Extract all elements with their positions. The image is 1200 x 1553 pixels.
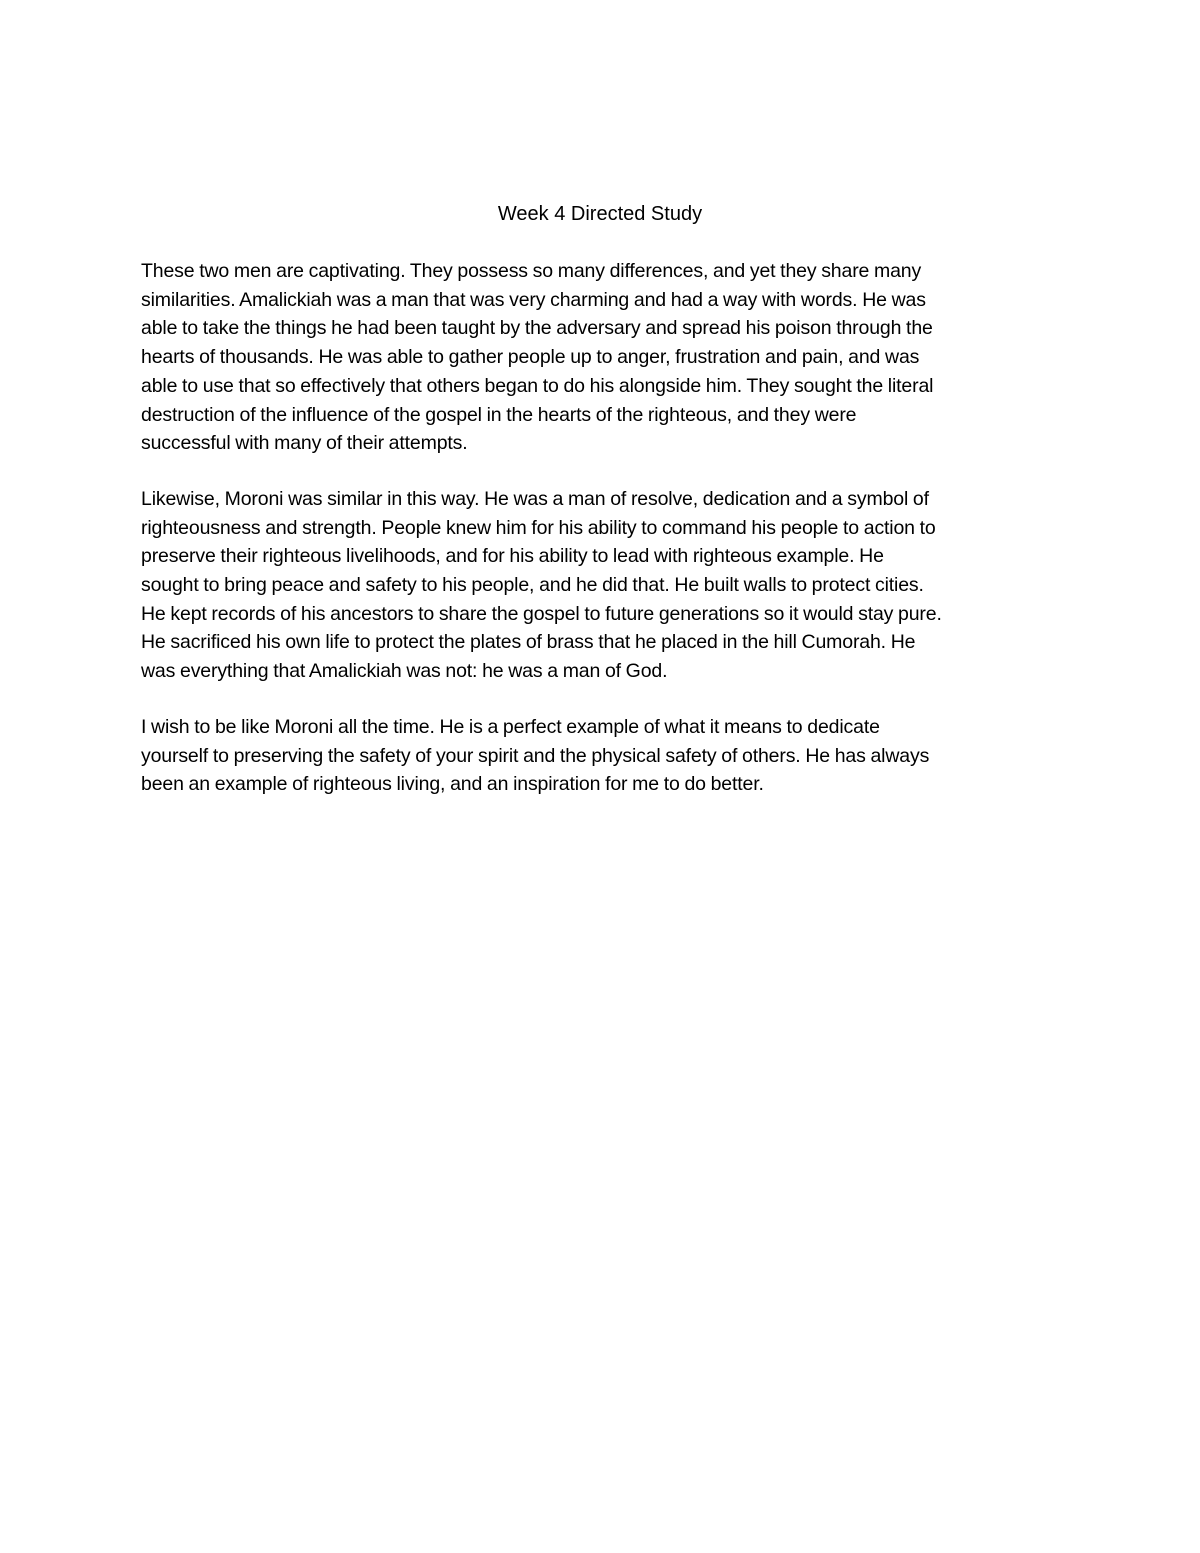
text-line: hearts of thousands. He was able to gather people up to anger, frustration and pain, and was — [141, 346, 920, 369]
text-line: He sacrificed his own life to protect the plates of brass that he placed in the hill Cumorah. He — [141, 631, 916, 654]
text-line: righteousness and strength. People knew him for his ability to command his people to action to — [141, 516, 936, 539]
text-line: successful with many of their attempts. — [141, 432, 468, 455]
text-line: Likewise, Moroni was similar in this way. He was a man of resolve, dedication and a symbol of — [141, 487, 929, 510]
text-line: I wish to be like Moroni all the time. He is a perfect example of what it means to dedicate — [141, 715, 880, 738]
text-line: He kept records of his ancestors to share the gospel to future generations so it would stay pure. — [141, 602, 942, 625]
text-line: preserve their righteous livelihoods, and for his ability to lead with righteous example. He — [141, 545, 884, 568]
text-line: been an example of righteous living, and an inspiration for me to do better. — [141, 773, 764, 796]
text-line: was everything that Amalickiah was not: he was a man of God. — [141, 660, 668, 683]
text-line: sought to bring peace and safety to his people, and he did that. He built walls to protect cities. — [141, 574, 924, 597]
paragraph-3 — [141, 713, 1061, 799]
text-line: able to use that so effectively that others began to do his alongside him. They sought the literal — [141, 374, 934, 397]
text-line: able to take the things he had been taught by the adversary and spread his poison through the — [141, 317, 933, 340]
document-body — [141, 257, 1061, 826]
text-line: destruction of the influence of the gospel in the hearts of the righteous, and they were — [141, 403, 857, 426]
text-line: yourself to preserving the safety of your spirit and the physical safety of others. He has always — [141, 744, 930, 767]
text-line: These two men are captivating. They possess so many differences, and yet they share many — [141, 260, 922, 282]
document-title: Week 4 Directed Study — [497, 203, 703, 225]
paragraph-2 — [141, 485, 1061, 686]
text-line: similarities. Amalickiah was a man that was very charming and had a way with words. He was — [141, 288, 926, 311]
paragraph-1 — [141, 257, 1061, 458]
